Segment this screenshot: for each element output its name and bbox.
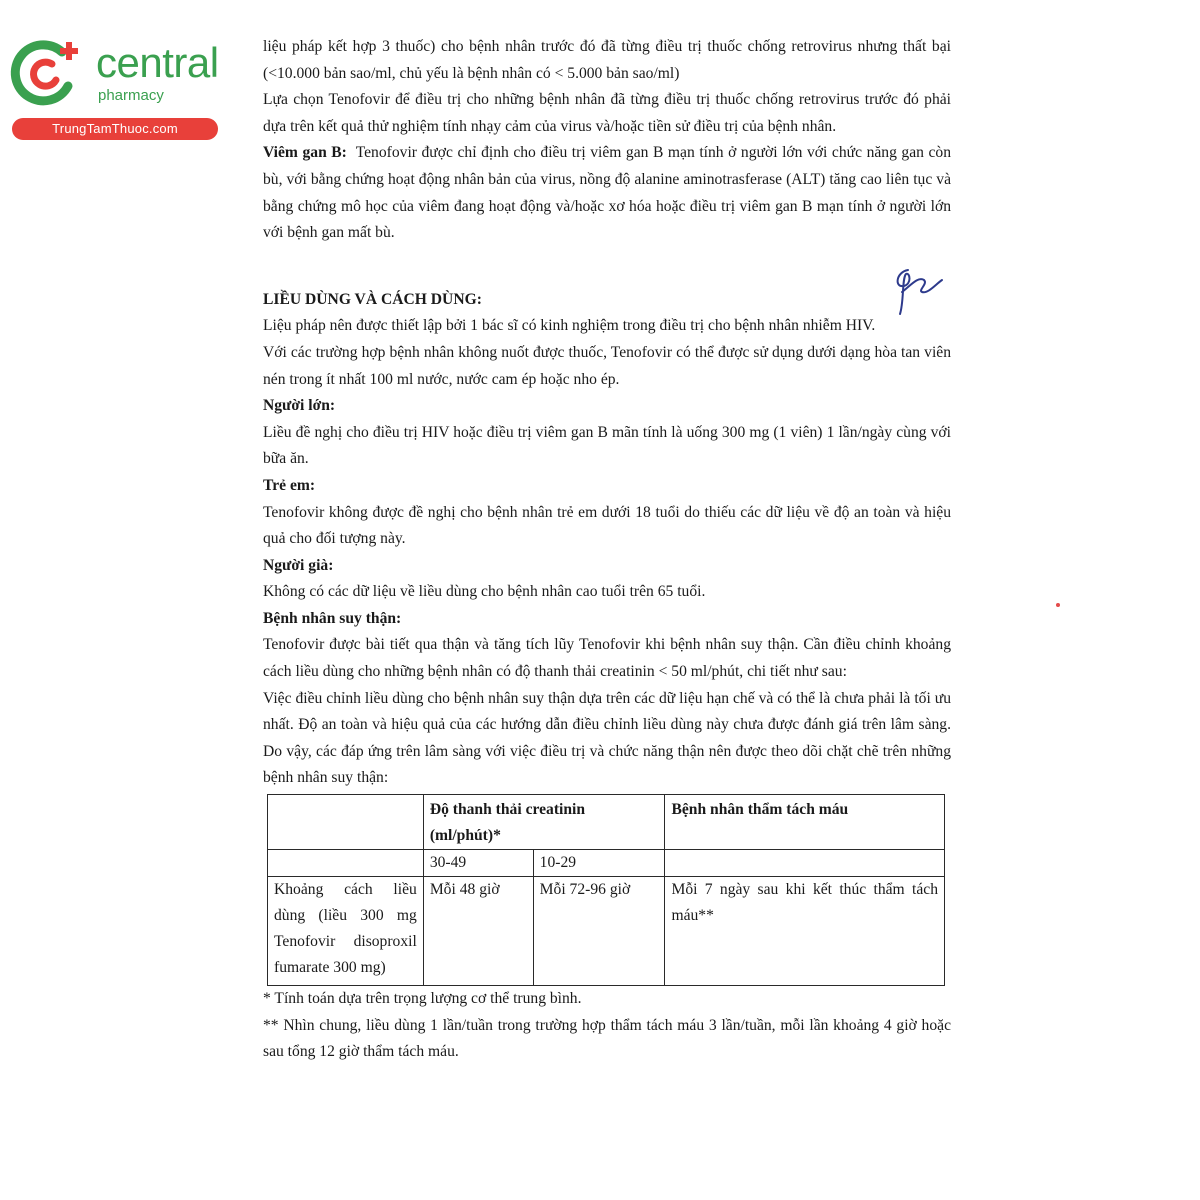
heading-adult: Người lớn: [263, 397, 336, 415]
document-body [263, 34, 951, 1066]
table-header-dialysis: Bệnh nhân thẩm tách máu [665, 795, 945, 850]
central-pharmacy-logo-icon [10, 38, 90, 108]
table-cell-10-29: Mỗi 72-96 giờ [533, 877, 665, 986]
hepatitis-b-label: Viêm gan B: [263, 144, 347, 162]
paragraph-elderly: Không có các dữ liệu về liều dùng cho bệnh nhân cao tuổi trên 65 tuổi. [263, 583, 706, 601]
table-header-creatinine: Độ thanh thải creatinin (ml/phút)* [423, 795, 665, 850]
paragraph-hepatitis-b [263, 140, 951, 246]
table-cell-empty [665, 850, 945, 877]
heading-child: Trẻ em: [263, 476, 316, 494]
paragraph-therapy-doctor: Liệu pháp nên được thiết lập bởi 1 bác sĩ có kinh nghiệm trong điều trị cho bệnh nhân nhiễm HIV. [263, 317, 876, 335]
table-cell-empty [268, 850, 424, 877]
hepatitis-b-text: Tenofovir được chỉ định cho điều trị viêm gan B mạn tính ở người lớn với chức năng gan còn bù, với bằng chứng hoạt động nhân bản của virus, nồng độ alanine aminotrasferase (ALT) tăng cao liên tục và bằng chứng mô học của viêm đang hoạt động và/hoặc xơ hóa hoặc điều trị viêm gan B mạn tính ở người lớn với bệnh gan mất bù. [263, 144, 952, 242]
table-row [268, 877, 945, 986]
table-cell-dialysis: Mỗi 7 ngày sau khi kết thúc thẩm tách máu** [665, 877, 945, 986]
footnote-2: ** Nhìn chung, liều dùng 1 lần/tuần trong trường hợp thẩm tách máu 3 lần/tuần, mỗi lần khoảng 4 giờ hoặc sau tổng 12 giờ thẩm tách máu. [263, 1016, 951, 1061]
table-subheader-30-49: 30-49 [423, 850, 533, 877]
paragraph-renal-1: Tenofovir được bài tiết qua thận và tăng tích lũy Tenofovir khi bệnh nhân suy thận. Cần điều chỉnh khoảng cách liều dùng cho những bệnh nhân có độ thanh thải creatinin < 50 ml/phút, chi tiết như sau: [263, 636, 951, 681]
section-title-dosage: LIỀU DÙNG VÀ CÁCH DÙNG: [263, 290, 482, 308]
stray-mark [1056, 603, 1060, 607]
brand-logo [10, 38, 219, 138]
paragraph-renal-2: Việc điều chỉnh liều dùng cho bệnh nhân suy thận dựa trên các dữ liệu hạn chế và có thể là chưa phải là tối ưu nhất. Độ an toàn và hiệu quả của các hướng dẫn điều chỉnh liều dùng này chưa được đánh giá trên lâm sàng. Do vậy, các đáp ứng trên lâm sàng với việc điều trị và chức năng thận nên được theo dõi chặt chẽ trên những bệnh nhân suy thận: [263, 689, 951, 787]
logo-name: central [96, 39, 219, 86]
table-subheader-10-29: 10-29 [533, 850, 665, 877]
heading-elderly: Người già: [263, 556, 334, 574]
table-cell-30-49: Mỗi 48 giờ [423, 877, 533, 986]
table-header-row [268, 795, 945, 850]
paragraph-tenofovir-selection: Lựa chọn Tenofovir để điều trị cho những bệnh nhân đã từng điều trị thuốc chống retrovirus trước đó phải dựa trên kết quả thử nghiệm tính nhạy cảm của virus và/hoặc tiền sử điều trị của bệnh nhân. [263, 91, 951, 135]
paragraph-child: Tenofovir không được đề nghị cho bệnh nhân trẻ em dưới 18 tuổi do thiếu các dữ liệu về độ an toàn và hiệu quả cho đối tượng này. [263, 503, 951, 548]
heading-renal: Bệnh nhân suy thận: [263, 609, 402, 627]
renal-dosing-table [267, 794, 945, 986]
table-header-empty [268, 795, 424, 850]
table-subheader-row [268, 850, 945, 877]
paragraph-dissolve: Với các trường hợp bệnh nhân không nuốt được thuốc, Tenofovir có thể được sử dụng dưới dạng hòa tan viên nén trong ít nhất 100 ml nước, nước cam ép hoặc nho ép. [263, 343, 951, 388]
logo-website: TrungTamThuoc.com [12, 118, 218, 140]
footnote-1: * Tính toán dựa trên trọng lượng cơ thể trung bình. [263, 990, 582, 1008]
table-row-label: Khoảng cách liều dùng (liều 300 mg Tenofovir disoproxil fumarate 300 mg) [268, 877, 424, 986]
paragraph-indication-hiv: liệu pháp kết hợp 3 thuốc) cho bệnh nhân trước đó đã từng điều trị thuốc chống retrovirus nhưng thất bại (<10.000 bản sao/ml, chủ yếu là bệnh nhân có < 5.000 bản sao/ml) [263, 38, 951, 82]
logo-subtitle: pharmacy [98, 87, 164, 104]
paragraph-adult: Liều đề nghị cho điều trị HIV hoặc điều trị viêm gan B mãn tính là uống 300 mg (1 viên) 1 lần/ngày cùng với bữa ăn. [263, 423, 951, 468]
